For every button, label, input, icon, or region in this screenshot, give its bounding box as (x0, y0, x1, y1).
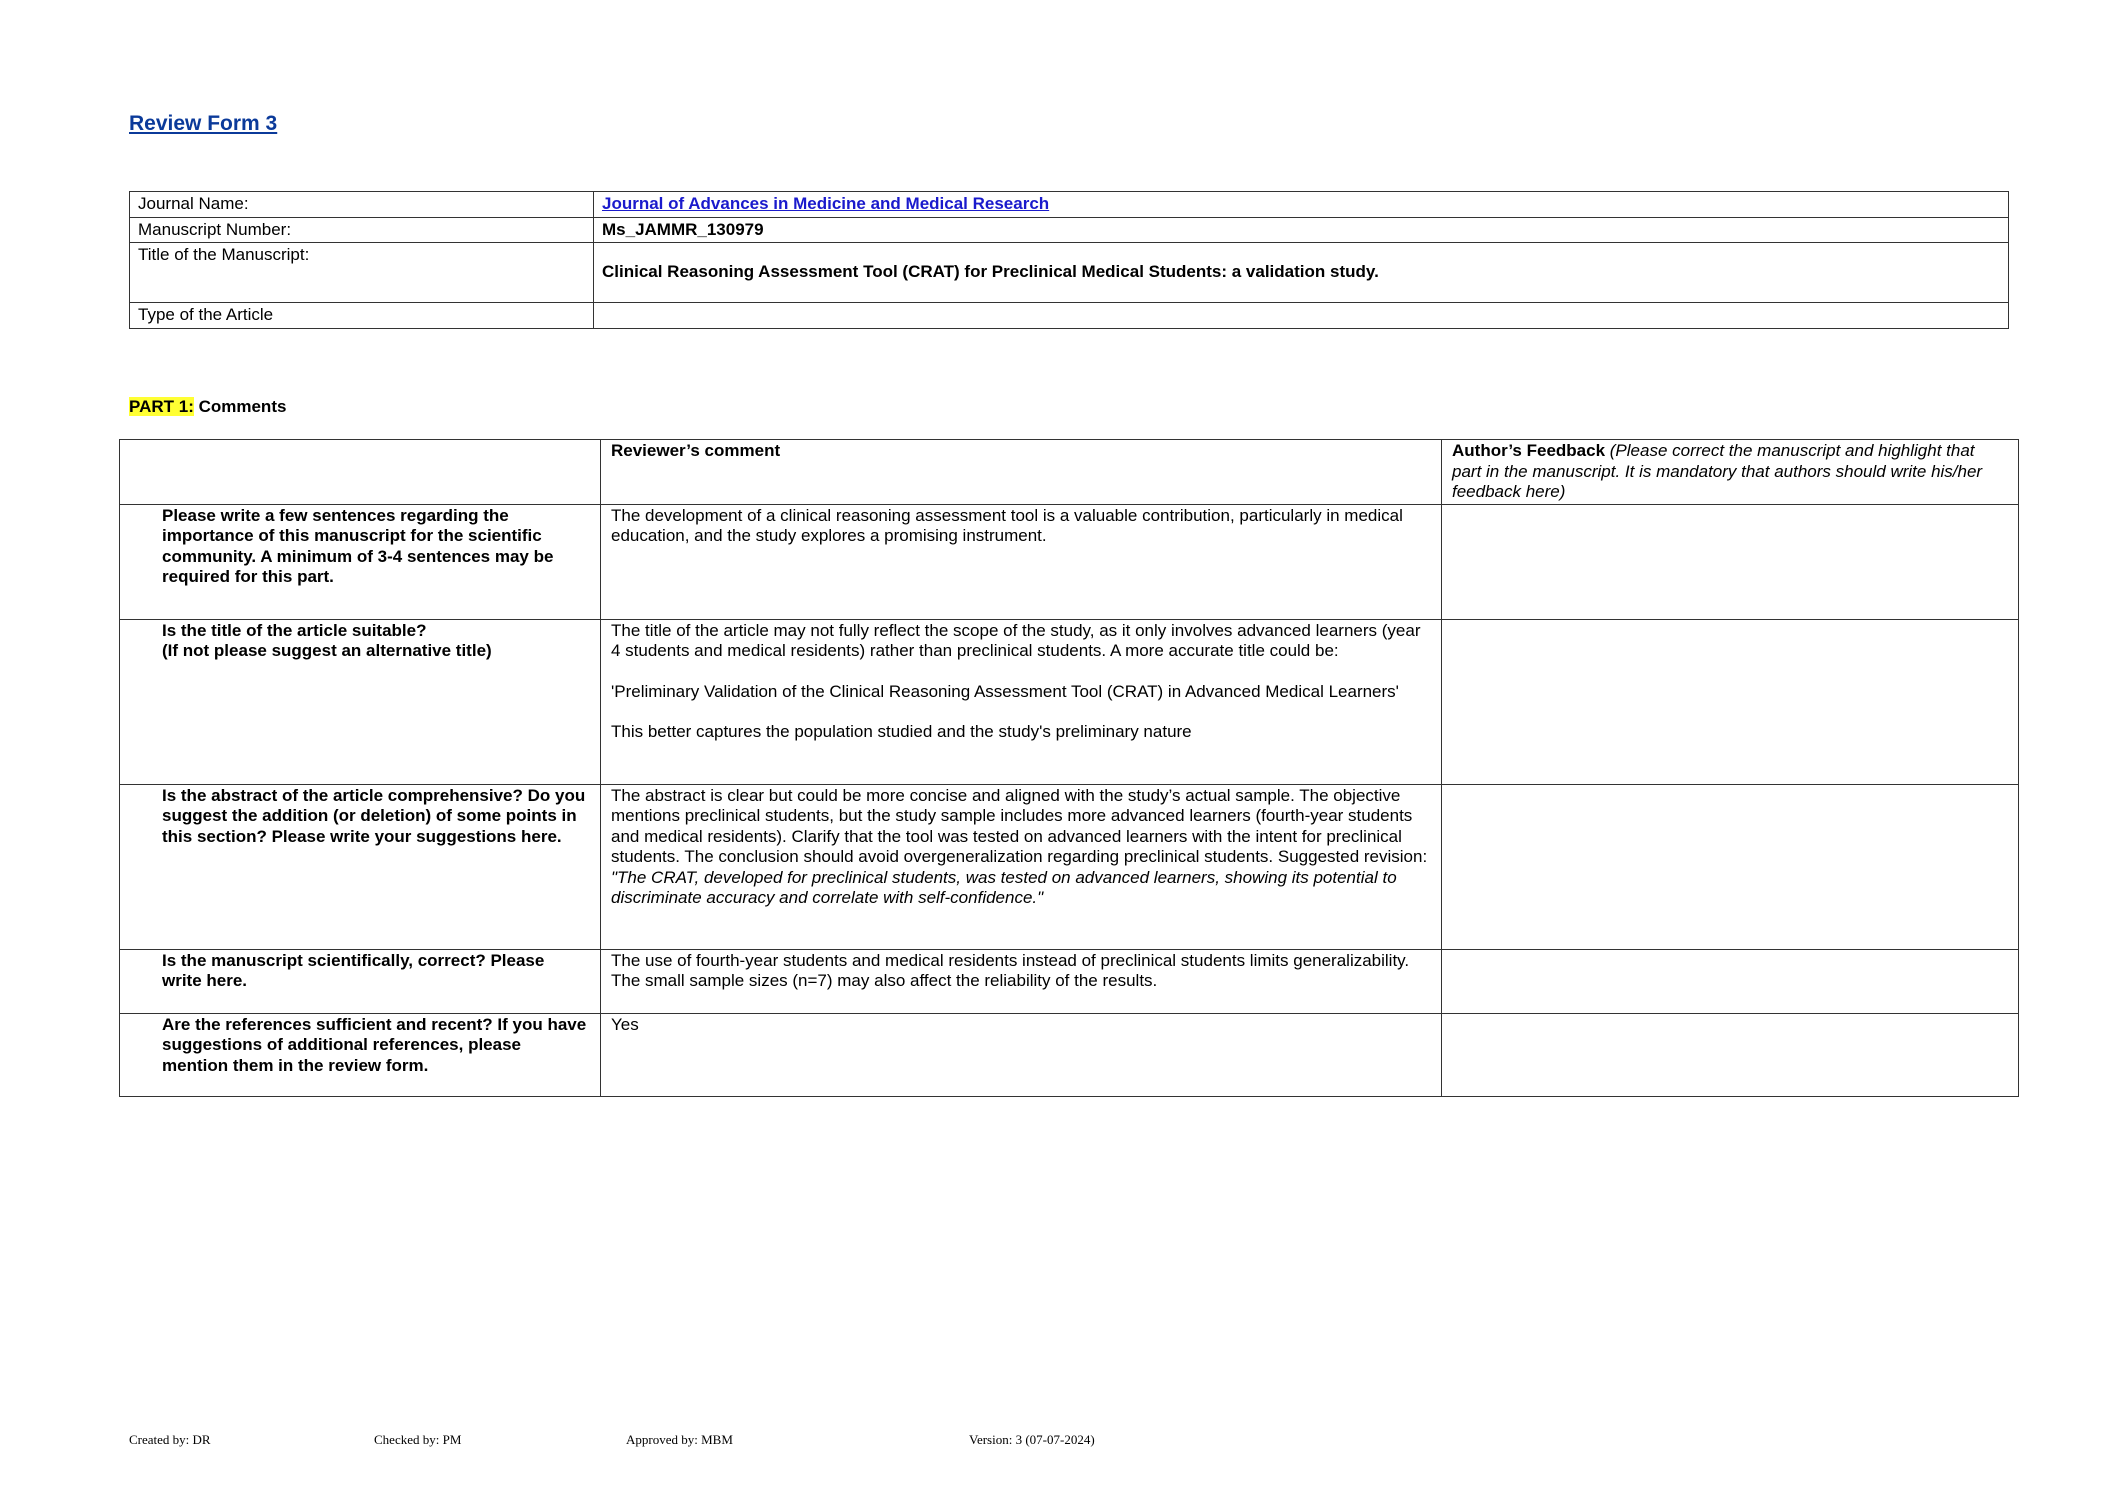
footer-approved-by: Approved by: MBM (626, 1432, 733, 1447)
question-line: (If not please suggest an alternative title) (162, 641, 492, 660)
comments-header-row (120, 440, 2019, 505)
author-feedback-cell[interactable] (1442, 949, 2019, 1013)
article-type-row (130, 303, 2009, 329)
table-row (120, 784, 2019, 949)
table-row (120, 1013, 2019, 1096)
reviewer-comment-cell: Yes (601, 1013, 1442, 1096)
question-cell: Is the manuscript scientifically, correct? Please write here. (120, 949, 601, 1013)
comment-text: The abstract is clear but could be more concise and aligned with the study’s actual sample. The objective mentions preclinical students, but the study sample includes more advanced learners (fourth-year students and medical residents). Clarify that the tool was tested on advanced learners with the intent for preclinical students. The conclusion should avoid overgeneralization regarding preclinical students. Suggested revision: (611, 785, 1428, 866)
author-feedback-header (1442, 440, 2019, 505)
author-feedback-note: (Please correct the manuscript and highlight that part in the manuscript. It is mandatory that authors should write his/her feedback here) (1452, 441, 1983, 501)
author-feedback-title: Author’s Feedback (1452, 441, 1606, 460)
question-cell (120, 619, 601, 784)
article-type-label: Type of the Article (130, 303, 594, 329)
question-line: Is the title of the article suitable? (162, 620, 427, 640)
table-row (120, 504, 2019, 619)
author-feedback-cell[interactable] (1442, 504, 2019, 619)
question-cell: Are the references sufficient and recent? If you have suggestions of additional references, please mention them in the review form. (120, 1013, 601, 1096)
comment-paragraph: The title of the article may not fully reflect the scope of the study, as it only involves advanced learners (year 4 students and medical residents) rather than preclinical students. A more accurate title could be: (611, 620, 1421, 660)
table-row (120, 949, 2019, 1013)
journal-value-cell (594, 192, 2009, 218)
question-cell: Is the abstract of the article comprehensive? Do you suggest the addition (or deletion) of some points in this section? Please write your suggestions here. (120, 784, 601, 949)
part1-heading (129, 397, 286, 417)
comment-paragraph: This better captures the population studied and the study's preliminary nature (611, 722, 1192, 741)
footer-checked-by: Checked by: PM (374, 1432, 462, 1447)
author-feedback-cell[interactable] (1442, 619, 2019, 784)
author-feedback-cell[interactable] (1442, 784, 2019, 949)
manuscript-title-row (130, 243, 2009, 303)
reviewer-comment-cell (601, 619, 1442, 784)
comments-table (119, 439, 2019, 1097)
table-row (120, 619, 2019, 784)
question-cell: Please write a few sentences regarding the importance of this manuscript for the scientific community. A minimum of 3-4 sentences may be required for this part. (120, 504, 601, 619)
journal-link[interactable]: Journal of Advances in Medicine and Medical Research (602, 194, 1050, 213)
suggested-revision-quote: "The CRAT, developed for preclinical students, was tested on advanced learners, showing its potential to discriminate accuracy and correlate with self-confidence." (611, 867, 1397, 907)
article-type-value (594, 303, 2009, 329)
manuscript-title-label: Title of the Manuscript: (130, 243, 594, 303)
manuscript-number-value: Ms_JAMMR_130979 (594, 217, 2009, 243)
comment-paragraph: 'Preliminary Validation of the Clinical Reasoning Assessment Tool (CRAT) in Advanced Medical Learners' (611, 681, 1399, 701)
header-empty-cell (120, 440, 601, 505)
journal-row (130, 192, 2009, 218)
manuscript-title-value: Clinical Reasoning Assessment Tool (CRAT) for Preclinical Medical Students: a validation study. (594, 243, 2009, 303)
page-title: Review Form 3 (129, 112, 278, 135)
part1-label: PART 1: (129, 397, 194, 416)
manuscript-details-table (129, 191, 2009, 329)
journal-label: Journal Name: (130, 192, 594, 218)
footer-version: Version: 3 (07-07-2024) (969, 1432, 1095, 1447)
manuscript-number-label: Manuscript Number: (130, 217, 594, 243)
footer-created-by: Created by: DR (129, 1432, 211, 1447)
reviewer-comment-header: Reviewer’s comment (601, 440, 1442, 505)
manuscript-number-row (130, 217, 2009, 243)
reviewer-comment-cell: The development of a clinical reasoning assessment tool is a valuable contribution, particularly in medical education, and the study explores a promising instrument. (601, 504, 1442, 619)
reviewer-comment-cell: The use of fourth-year students and medical residents instead of preclinical students limits generalizability. The small sample sizes (n=7) may also affect the reliability of the results. (601, 949, 1442, 1013)
reviewer-comment-cell (601, 784, 1442, 949)
author-feedback-cell[interactable] (1442, 1013, 2019, 1096)
part1-heading-text: Comments (193, 397, 287, 416)
